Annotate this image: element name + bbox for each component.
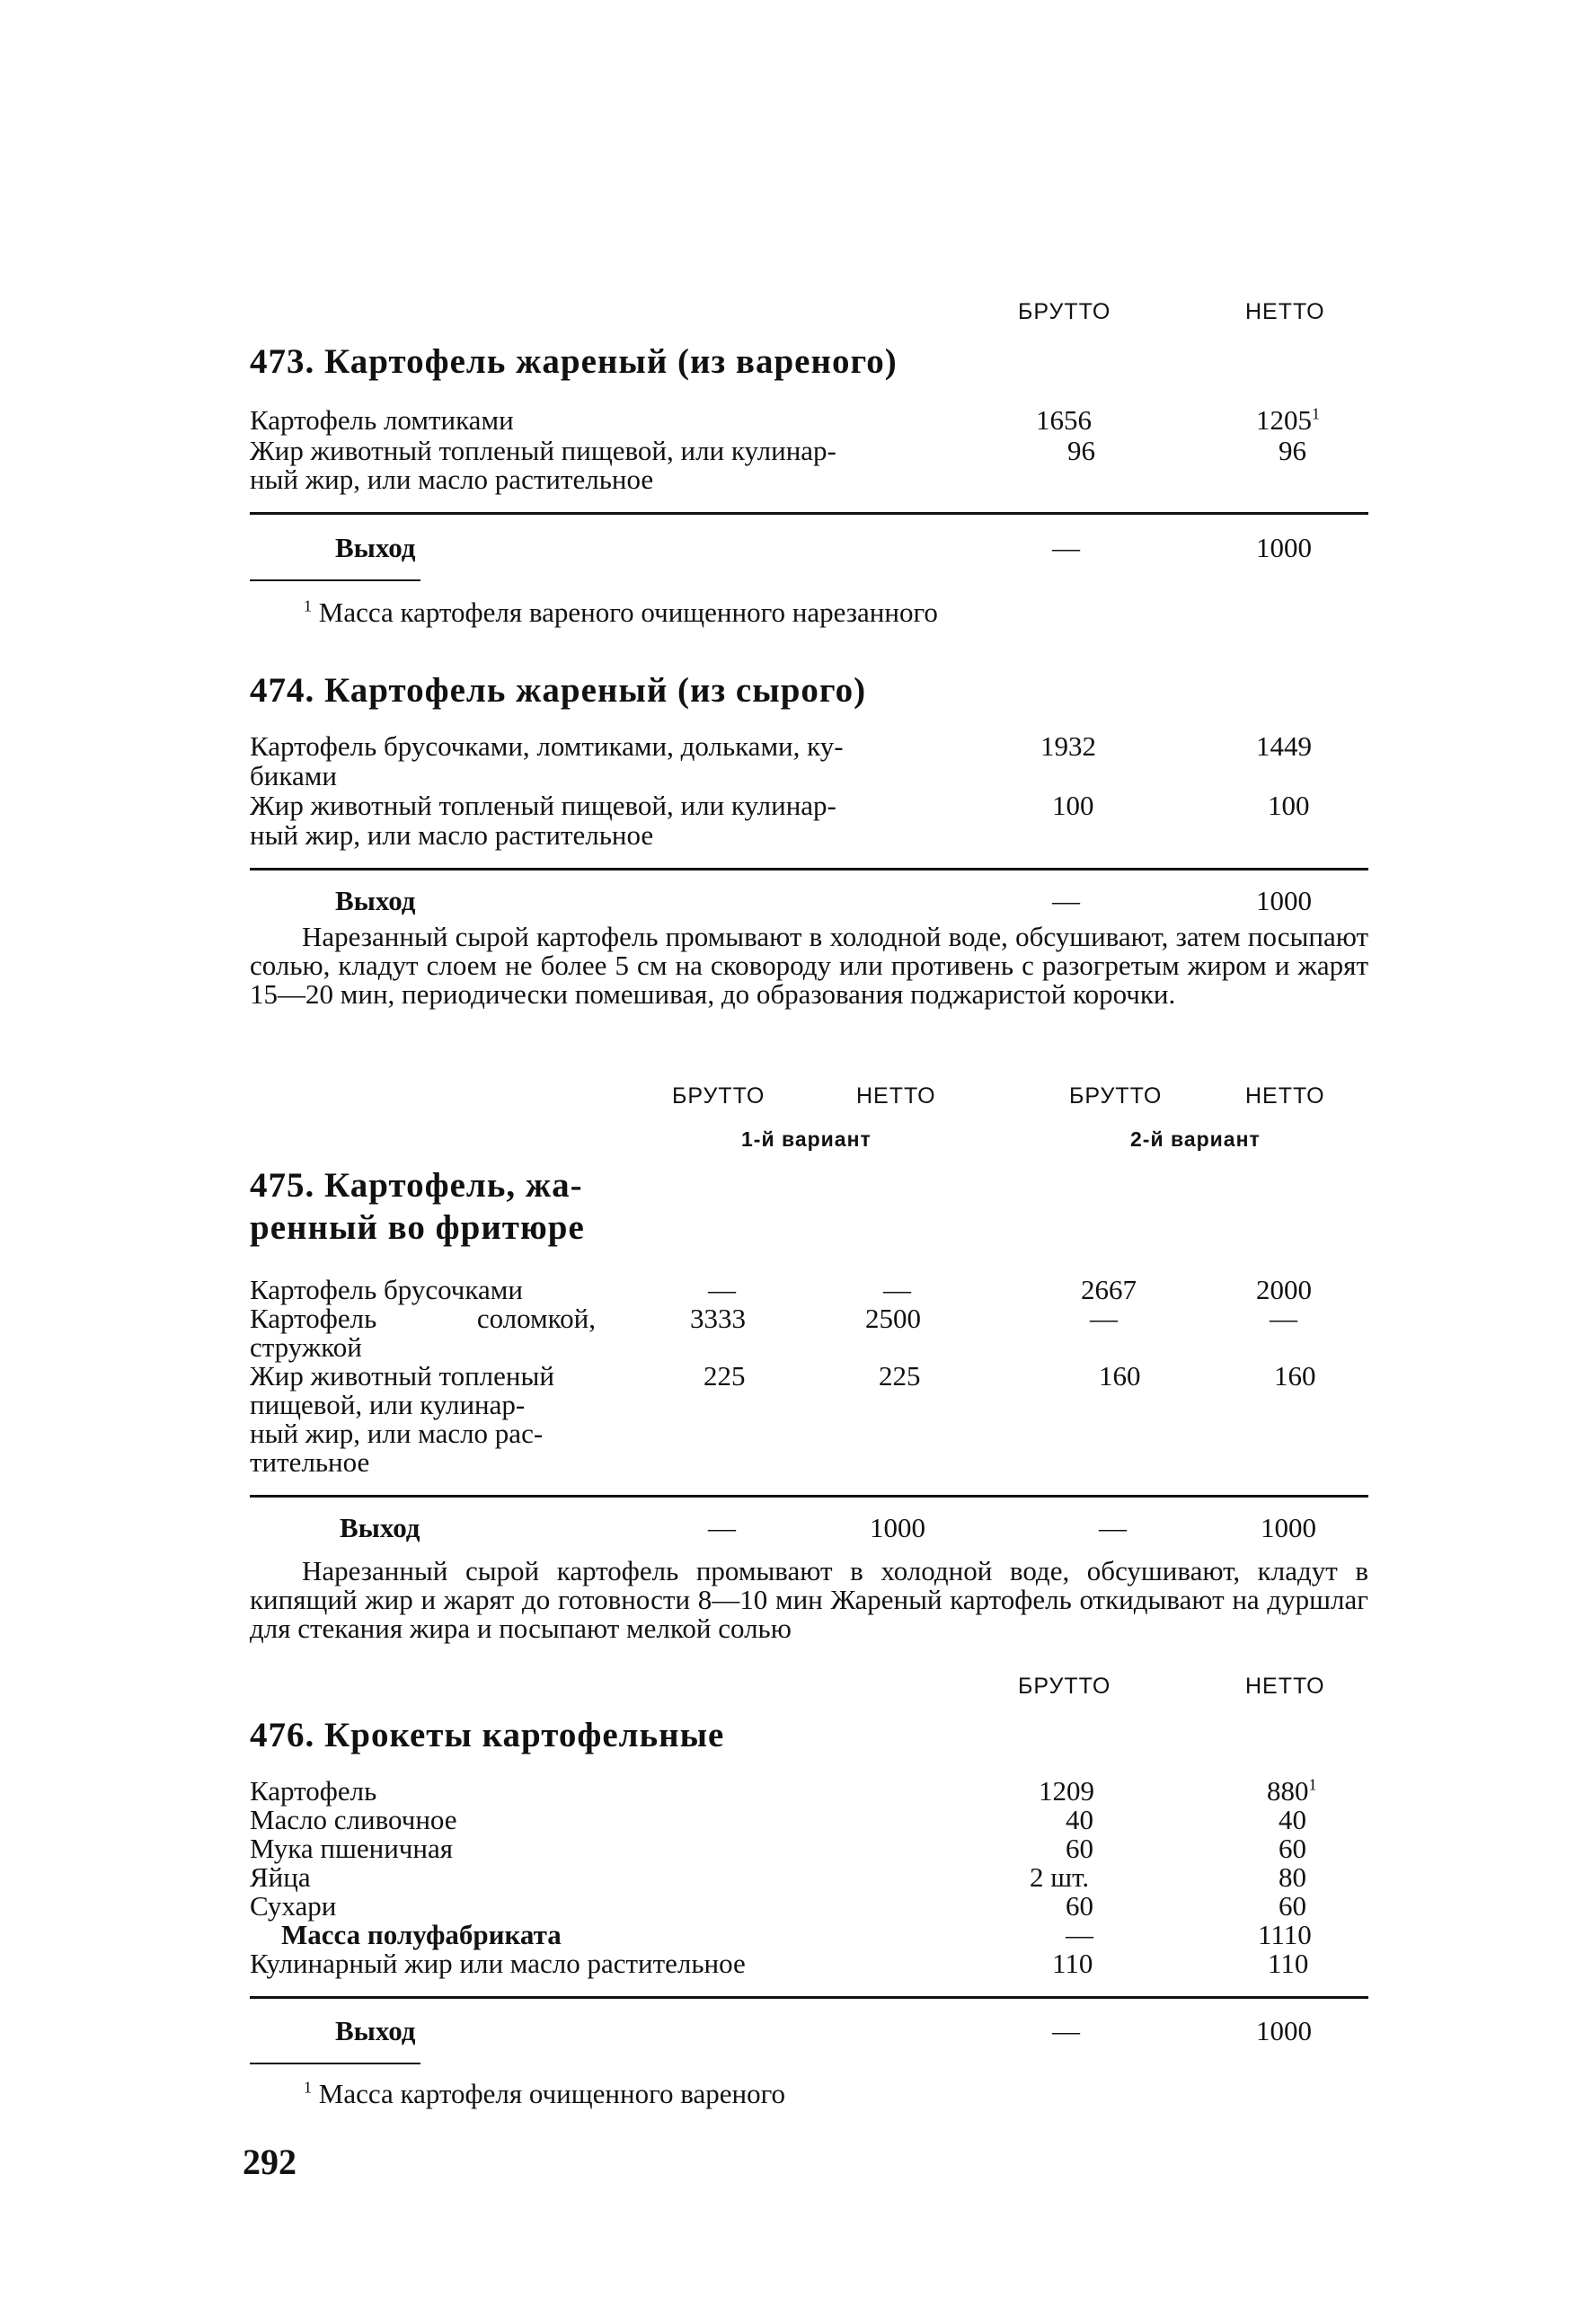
brutto-value: 60	[1066, 1833, 1093, 1864]
ingredient-name-continued: ный жир, или масло растительное	[250, 819, 654, 851]
table-rule	[250, 512, 1368, 515]
brutto-1-value: —	[708, 1274, 736, 1305]
column-header-brutto: БРУТТО	[1069, 1083, 1163, 1109]
column-header-netto: НЕТТО	[856, 1083, 936, 1109]
footnote-mark: 1	[304, 596, 312, 615]
table-rule	[250, 868, 1368, 870]
preparation-text: Нарезанный сырой картофель промывают в холодной воде, обсушивают, кладут в кипящий жир и жарят до готовности 8—10 мин Жареный картофель откидывают на дуршлаг для стекания жира и посыпают мелкой солью	[250, 1555, 1368, 1644]
yield-brutto-1: —	[708, 1512, 736, 1543]
footnote-text: Масса картофеля очищенного вареного	[318, 2078, 786, 2109]
ingredient-name: Жир животный топленый пищевой, или кулинар-	[250, 435, 836, 466]
footnote-mark: 1	[1308, 1775, 1317, 1794]
column-header-brutto: БРУТТО	[1018, 1674, 1111, 1699]
brutto-value: 96	[1067, 435, 1095, 466]
footnote-rule	[250, 2063, 420, 2064]
column-header-netto: НЕТТО	[1245, 1083, 1325, 1109]
ingredient-name: Картофель ломтиками	[250, 404, 514, 436]
netto-2-value: —	[1270, 1303, 1297, 1334]
ingredient-name: Картофель	[250, 1775, 377, 1807]
netto-1-value: —	[883, 1274, 911, 1305]
brutto-value: 1932	[1040, 730, 1096, 762]
footnote	[304, 2078, 785, 2110]
brutto-value: —	[1066, 1919, 1093, 1950]
brutto-value: 1656	[1036, 404, 1092, 436]
ingredient-name-continued: биками	[250, 760, 337, 791]
netto-value: 60	[1279, 1833, 1306, 1864]
ingredient-name: Мука пшеничная	[250, 1833, 453, 1864]
table-rule	[250, 1996, 1368, 1999]
netto-value: 80	[1279, 1861, 1306, 1893]
ingredient-name: Жир животный топленый пищевой, или кулинар-	[250, 790, 836, 821]
table-rule	[250, 1495, 1368, 1498]
ingredient-name: Масло сливочное	[250, 1804, 457, 1835]
recipe-title-474: 474. Картофель жареный (из сырого)	[250, 671, 867, 710]
variant-2-label: 2-й вариант	[1130, 1127, 1261, 1151]
footnote-text: Масса картофеля вареного очищенного нарезанного	[318, 596, 938, 628]
yield-label: Выход	[335, 532, 416, 563]
recipe-title-476: 476. Крокеты картофельные	[250, 1716, 725, 1754]
ingredient-name: Картофель соломкой,	[250, 1303, 596, 1334]
brutto-value: 2 шт.	[1030, 1861, 1090, 1893]
brutto-1-value: 225	[704, 1360, 746, 1392]
ingredient-name-continued: ный жир, или масло растительное	[250, 464, 654, 495]
recipe-title-473: 473. Картофель жареный (из вареного)	[250, 342, 898, 381]
brutto-value: 40	[1066, 1804, 1093, 1835]
brutto-1-value: 3333	[690, 1303, 746, 1334]
ingredient-name: Яйца	[250, 1861, 311, 1893]
netto-value: 1110	[1258, 1919, 1312, 1950]
netto-1-value: 2500	[865, 1303, 921, 1334]
recipe-title-475: 475. Картофель, жа-	[250, 1166, 583, 1205]
footnote-rule	[250, 579, 420, 581]
netto-value: 40	[1279, 1804, 1306, 1835]
brutto-value: 1209	[1039, 1775, 1094, 1807]
column-header-netto: НЕТТО	[1245, 1674, 1325, 1699]
netto-value: 100	[1268, 790, 1310, 821]
ingredient-name-continued: ный жир, или масло рас-	[250, 1418, 544, 1449]
yield-netto-2: 1000	[1261, 1512, 1316, 1543]
netto-value: 880	[1267, 1775, 1309, 1807]
ingredient-name: Картофель брусочками	[250, 1274, 523, 1305]
ingredient-name-continued: тительное	[250, 1446, 370, 1478]
netto-value: 1449	[1256, 730, 1312, 762]
recipe-title-475-line2: ренный во фритюре	[250, 1208, 585, 1247]
ingredient-name: Кулинарный жир или масло растительное	[250, 1948, 746, 1979]
ingredient-name: Сухари	[250, 1890, 337, 1922]
brutto-value: 110	[1052, 1948, 1093, 1979]
yield-netto: 1000	[1256, 2015, 1312, 2046]
brutto-value: 100	[1052, 790, 1094, 821]
yield-brutto: —	[1052, 885, 1080, 916]
yield-brutto: —	[1052, 532, 1080, 563]
yield-netto: 1000	[1256, 532, 1312, 563]
column-header-brutto: БРУТТО	[1018, 299, 1111, 324]
ingredient-name: Картофель брусочками, ломтиками, дольками, ку-	[250, 730, 844, 762]
yield-netto: 1000	[1256, 885, 1312, 916]
netto-value: 96	[1279, 435, 1306, 466]
yield-label: Выход	[340, 1512, 420, 1543]
brutto-2-value: 2667	[1081, 1274, 1137, 1305]
footnote-mark: 1	[304, 2078, 312, 2097]
netto-2-value: 2000	[1256, 1274, 1312, 1305]
footnote	[304, 596, 938, 629]
netto-value: 1205	[1256, 404, 1312, 436]
ingredient-name: Масса полуфабриката	[281, 1919, 562, 1950]
netto-2-value: 160	[1274, 1360, 1316, 1392]
ingredient-name: Жир животный топленый	[250, 1360, 554, 1392]
yield-netto-1: 1000	[870, 1512, 925, 1543]
column-header-brutto: БРУТТО	[672, 1083, 765, 1109]
preparation-text: Нарезанный сырой картофель промывают в холодной воде, обсушивают, затем посыпают солью, кладут слоем не более 5 см на сковороду или противень с разогретым жиром и жарят 15—20 мин, периодически помешивая, до образования поджаристой корочки.	[250, 921, 1368, 1010]
footnote-mark: 1	[1312, 404, 1320, 423]
brutto-2-value: —	[1090, 1303, 1118, 1334]
page-number: 292	[243, 2142, 296, 2182]
brutto-2-value: 160	[1099, 1360, 1141, 1392]
yield-brutto: —	[1052, 2015, 1080, 2046]
yield-label: Выход	[335, 2015, 416, 2046]
ingredient-name-continued: стружкой	[250, 1331, 362, 1363]
yield-label: Выход	[335, 885, 416, 916]
netto-value: 110	[1268, 1948, 1309, 1979]
ingredient-name-continued: пищевой, или кулинар-	[250, 1389, 526, 1420]
yield-brutto-2: —	[1099, 1512, 1127, 1543]
variant-1-label: 1-й вариант	[741, 1127, 872, 1151]
netto-value: 60	[1279, 1890, 1306, 1922]
brutto-value: 60	[1066, 1890, 1093, 1922]
netto-1-value: 225	[879, 1360, 921, 1392]
column-header-netto: НЕТТО	[1245, 299, 1325, 324]
